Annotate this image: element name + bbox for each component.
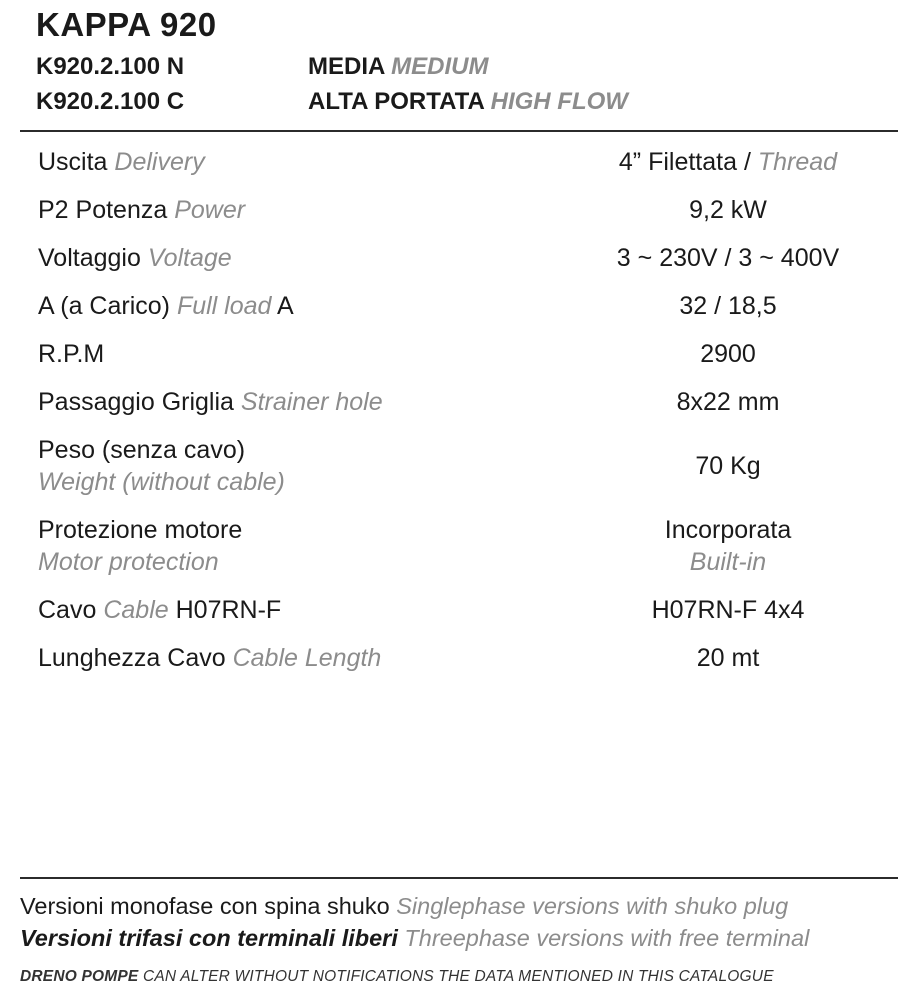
table-row — [20, 634, 898, 682]
spec-value-it: 4” Filettata / — [618, 148, 751, 176]
spec-label-en: Power — [174, 196, 246, 224]
spec-label-it: Passaggio Griglia — [38, 388, 234, 416]
table-row — [20, 282, 898, 330]
spec-label-it: Voltaggio — [38, 244, 141, 272]
model-description-en: MEDIUM — [391, 53, 489, 80]
table-row — [20, 138, 898, 186]
spec-value — [558, 186, 898, 234]
model-row — [20, 81, 898, 116]
spec-label-it-suffix: H07RN-F — [175, 596, 282, 624]
spec-label — [20, 282, 558, 330]
spec-label — [20, 234, 558, 282]
spec-value-en: Built-in — [689, 548, 767, 576]
model-description-it: ALTA PORTATA — [308, 88, 484, 115]
spec-value — [558, 330, 898, 378]
spec-label — [20, 426, 558, 506]
footer-note-singlephase-it: Versioni monofase con spina shuko — [20, 893, 390, 920]
page-title: KAPPA 920 — [36, 6, 217, 43]
spec-label — [20, 330, 558, 378]
header-divider — [20, 130, 898, 132]
spec-value-it: 2900 — [700, 340, 756, 368]
model-description — [308, 88, 628, 116]
footer-note-threephase — [20, 923, 898, 954]
spec-value-en: Thread — [757, 148, 838, 176]
spec-label-it: P2 Potenza — [38, 196, 168, 224]
spec-value-it: 70 Kg — [695, 452, 761, 480]
spec-label — [20, 586, 558, 634]
footer-note-singlephase — [20, 891, 898, 922]
model-code: K920.2.100 C — [36, 88, 185, 115]
spec-label-it: Uscita — [38, 148, 108, 176]
spec-value — [558, 506, 898, 586]
spec-label-en: Cable — [103, 596, 169, 624]
spec-value-it: Incorporata — [664, 516, 792, 544]
footer-note-threephase-it: Versioni trifasi con terminali liberi — [20, 924, 398, 951]
model-code: K920.2.100 N — [36, 53, 185, 80]
spec-label-en: Delivery — [114, 148, 205, 176]
table-row — [20, 426, 898, 506]
footer — [20, 877, 898, 986]
spec-label-it-suffix: A — [277, 292, 294, 320]
spec-label-it: Cavo — [38, 596, 97, 624]
footer-note-singlephase-en: Singlephase versions with shuko plug — [396, 893, 789, 920]
table-row — [20, 330, 898, 378]
disclaimer — [20, 968, 898, 986]
spec-label — [20, 138, 558, 186]
spec-value-it: 3 ~ 230V / 3 ~ 400V — [616, 244, 840, 272]
spec-label-it: A (a Carico) — [38, 292, 170, 320]
model-description-en: HIGH FLOW — [490, 88, 628, 115]
spec-value — [558, 378, 898, 426]
spec-value — [558, 282, 898, 330]
spec-value-it: H07RN-F 4x4 — [651, 596, 805, 624]
model-description-it: MEDIA — [308, 53, 385, 80]
spec-label — [20, 378, 558, 426]
table-row — [20, 378, 898, 426]
table-row — [20, 586, 898, 634]
spec-value-it: 9,2 kW — [689, 196, 767, 224]
specifications-table — [20, 138, 898, 682]
spec-value-it: 32 / 18,5 — [679, 292, 777, 320]
table-row — [20, 234, 898, 282]
spec-label-en: Motor protection — [38, 548, 219, 576]
spec-label-it: R.P.M — [38, 340, 105, 368]
spec-label — [20, 186, 558, 234]
spec-label-en: Weight (without cable) — [38, 468, 285, 496]
spec-label-it: Protezione motore — [38, 516, 243, 544]
spec-label-en: Full load — [176, 292, 272, 320]
spec-value — [558, 634, 898, 682]
spec-value-it: 20 mt — [696, 644, 760, 672]
disclaimer-text: CAN ALTER WITHOUT NOTIFICATIONS THE DATA MENTIONED IN THIS CATALOGUE — [142, 968, 774, 985]
spec-label-en: Cable Length — [232, 644, 382, 672]
spec-label — [20, 634, 558, 682]
spec-value-it: 8x22 mm — [676, 388, 780, 416]
spec-label — [20, 506, 558, 586]
table-row — [20, 506, 898, 586]
spec-label-it: Peso (senza cavo) — [38, 436, 246, 464]
spec-label-it: Lunghezza Cavo — [38, 644, 226, 672]
spec-label-en: Strainer hole — [240, 388, 383, 416]
spec-value — [558, 138, 898, 186]
model-description — [308, 53, 488, 81]
spec-label-en: Voltage — [147, 244, 232, 272]
footer-divider — [20, 877, 898, 879]
table-row — [20, 186, 898, 234]
footer-note-threephase-en: Threephase versions with free terminal — [404, 924, 810, 951]
spec-value — [558, 426, 898, 506]
model-row — [20, 46, 898, 81]
disclaimer-brand: DRENO POMPE — [20, 968, 139, 985]
spec-value — [558, 586, 898, 634]
spec-value — [558, 234, 898, 282]
